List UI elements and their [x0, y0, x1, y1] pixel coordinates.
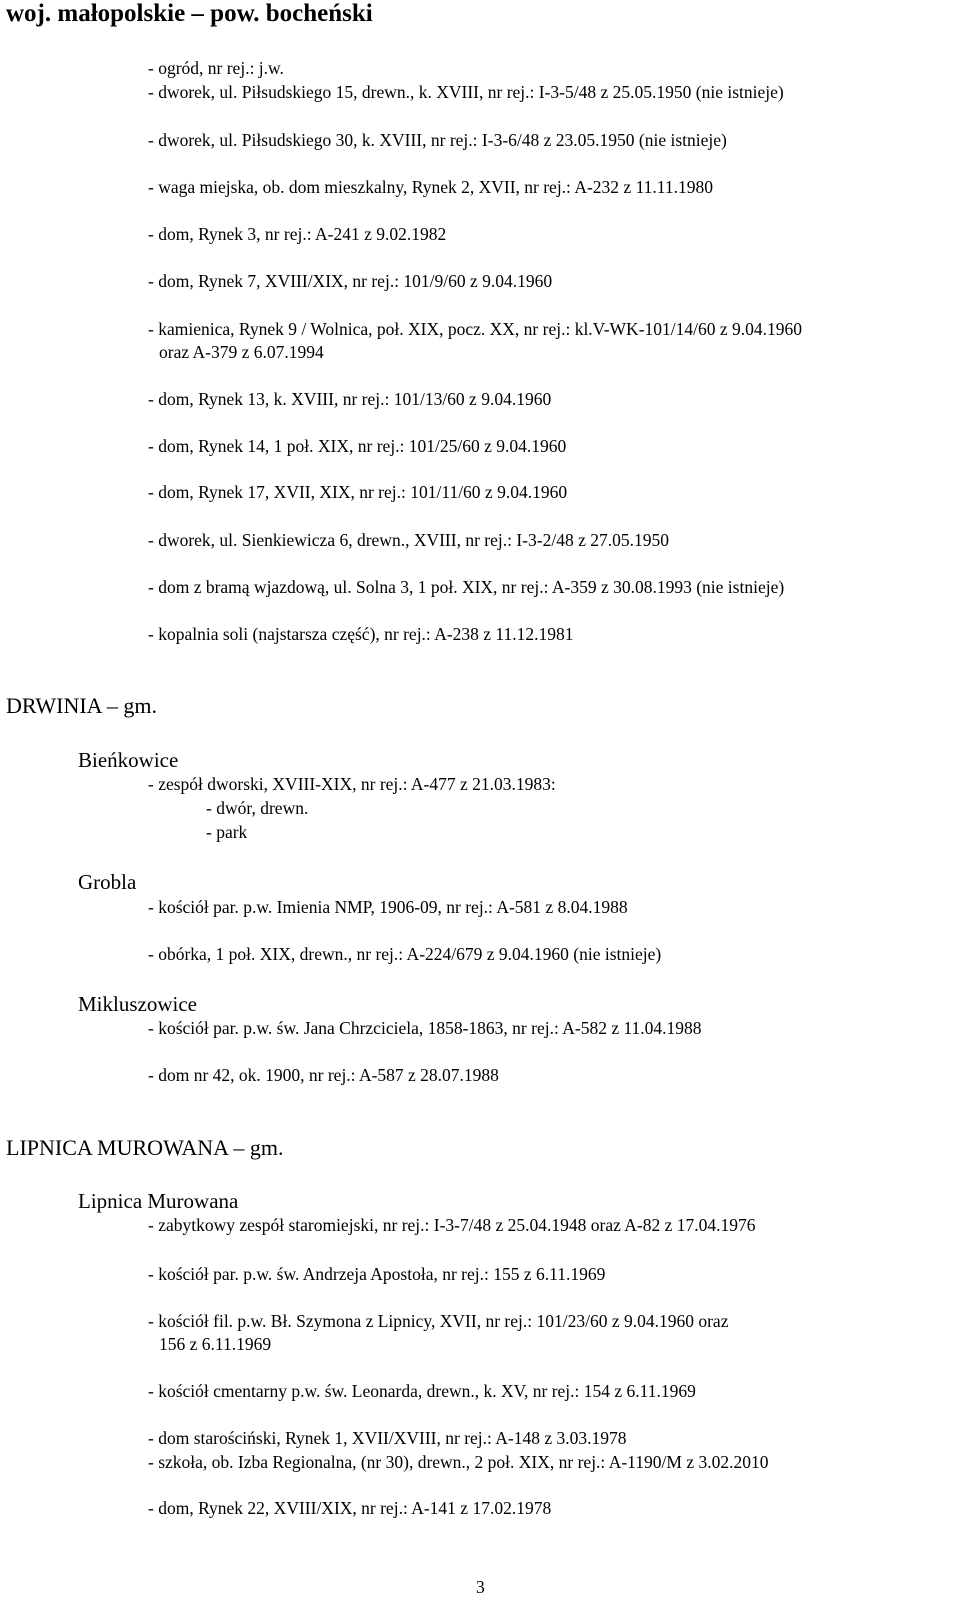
place-heading: Lipnica Murowana: [78, 1189, 239, 1213]
page-number: 3: [476, 1577, 485, 1597]
list-item: - kościół par. p.w. św. Jana Chrzciciela, 1858-1863, nr rej.: A-582 z 11.04.1988: [148, 1018, 702, 1038]
page-header: woj. małopolskie – pow. bocheński: [6, 0, 373, 27]
list-subitem: - park: [206, 822, 248, 842]
list-item: - dom, Rynek 13, k. XVIII, nr rej.: 101/13/60 z 9.04.1960: [148, 389, 552, 409]
list-item: - dworek, ul. Sienkiewicza 6, drewn., XVIII, nr rej.: I-3-2/48 z 27.05.1950: [148, 530, 669, 550]
list-item: - kościół cmentarny p.w. św. Leonarda, drewn., k. XV, nr rej.: 154 z 6.11.1969: [148, 1381, 696, 1401]
gmina-heading: LIPNICA MUROWANA – gm.: [6, 1135, 284, 1160]
list-item: - kościół par. p.w. Imienia NMP, 1906-09, nr rej.: A-581 z 8.04.1988: [148, 897, 628, 917]
list-item-continuation: oraz A-379 z 6.07.1994: [159, 342, 324, 362]
list-item: - kościół fil. p.w. Bł. Szymona z Lipnicy, XVII, nr rej.: 101/23/60 z 9.04.1960 oraz: [148, 1311, 729, 1331]
list-item: - dom, Rynek 22, XVIII/XIX, nr rej.: A-141 z 17.02.1978: [148, 1498, 552, 1518]
list-item: - zespół dworski, XVIII-XIX, nr rej.: A-477 z 21.03.1983:: [148, 774, 556, 794]
list-item: - waga miejska, ob. dom mieszkalny, Rynek 2, XVII, nr rej.: A-232 z 11.11.1980: [148, 177, 714, 197]
list-item: - dom, Rynek 7, XVIII/XIX, nr rej.: 101/9/60 z 9.04.1960: [148, 271, 553, 291]
place-heading: Mikluszowice: [78, 992, 197, 1016]
list-item: - szkoła, ob. Izba Regionalna, (nr 30), drewn., 2 poł. XIX, nr rej.: A-1190/M z 3.02.2010: [148, 1452, 769, 1472]
list-item: - kamienica, Rynek 9 / Wolnica, poł. XIX, pocz. XX, nr rej.: kl.V-WK-101/14/60 z 9.04.1960: [148, 319, 803, 339]
place-heading: Grobla: [78, 870, 137, 894]
list-subitem: - dwór, drewn.: [206, 798, 309, 818]
list-item: - dworek, ul. Piłsudskiego 15, drewn., k. XVIII, nr rej.: I-3-5/48 z 25.05.1950 (nie istnieje): [148, 82, 784, 102]
list-item: - dom z bramą wjazdową, ul. Solna 3, 1 poł. XIX, nr rej.: A-359 z 30.08.1993 (nie istnieje): [148, 577, 785, 597]
list-item: - dom nr 42, ok. 1900, nr rej.: A-587 z 28.07.1988: [148, 1065, 499, 1085]
list-item: - kościół par. p.w. św. Andrzeja Apostoła, nr rej.: 155 z 6.11.1969: [148, 1264, 606, 1284]
list-item-continuation: 156 z 6.11.1969: [159, 1334, 272, 1354]
list-item: - dom, Rynek 14, 1 poł. XIX, nr rej.: 101/25/60 z 9.04.1960: [148, 436, 567, 456]
list-item: - zabytkowy zespół staromiejski, nr rej.: I-3-7/48 z 25.04.1948 oraz A-82 z 17.04.1976: [148, 1215, 756, 1235]
list-item: - obórka, 1 poł. XIX, drewn., nr rej.: A-224/679 z 9.04.1960 (nie istnieje): [148, 944, 662, 964]
gmina-heading: DRWINIA – gm.: [6, 693, 157, 718]
list-item: - dworek, ul. Piłsudskiego 30, k. XVIII, nr rej.: I-3-6/48 z 23.05.1950 (nie istnieje): [148, 130, 727, 150]
list-item: - kopalnia soli (najstarsza część), nr rej.: A-238 z 11.12.1981: [148, 624, 574, 644]
list-item: - ogród, nr rej.: j.w.: [148, 58, 284, 78]
list-item: - dom starościński, Rynek 1, XVII/XVIII, nr rej.: A-148 z 3.03.1978: [148, 1428, 627, 1448]
list-item: - dom, Rynek 3, nr rej.: A-241 z 9.02.1982: [148, 224, 447, 244]
list-item: - dom, Rynek 17, XVII, XIX, nr rej.: 101/11/60 z 9.04.1960: [148, 482, 568, 502]
place-heading: Bieńkowice: [78, 748, 179, 772]
